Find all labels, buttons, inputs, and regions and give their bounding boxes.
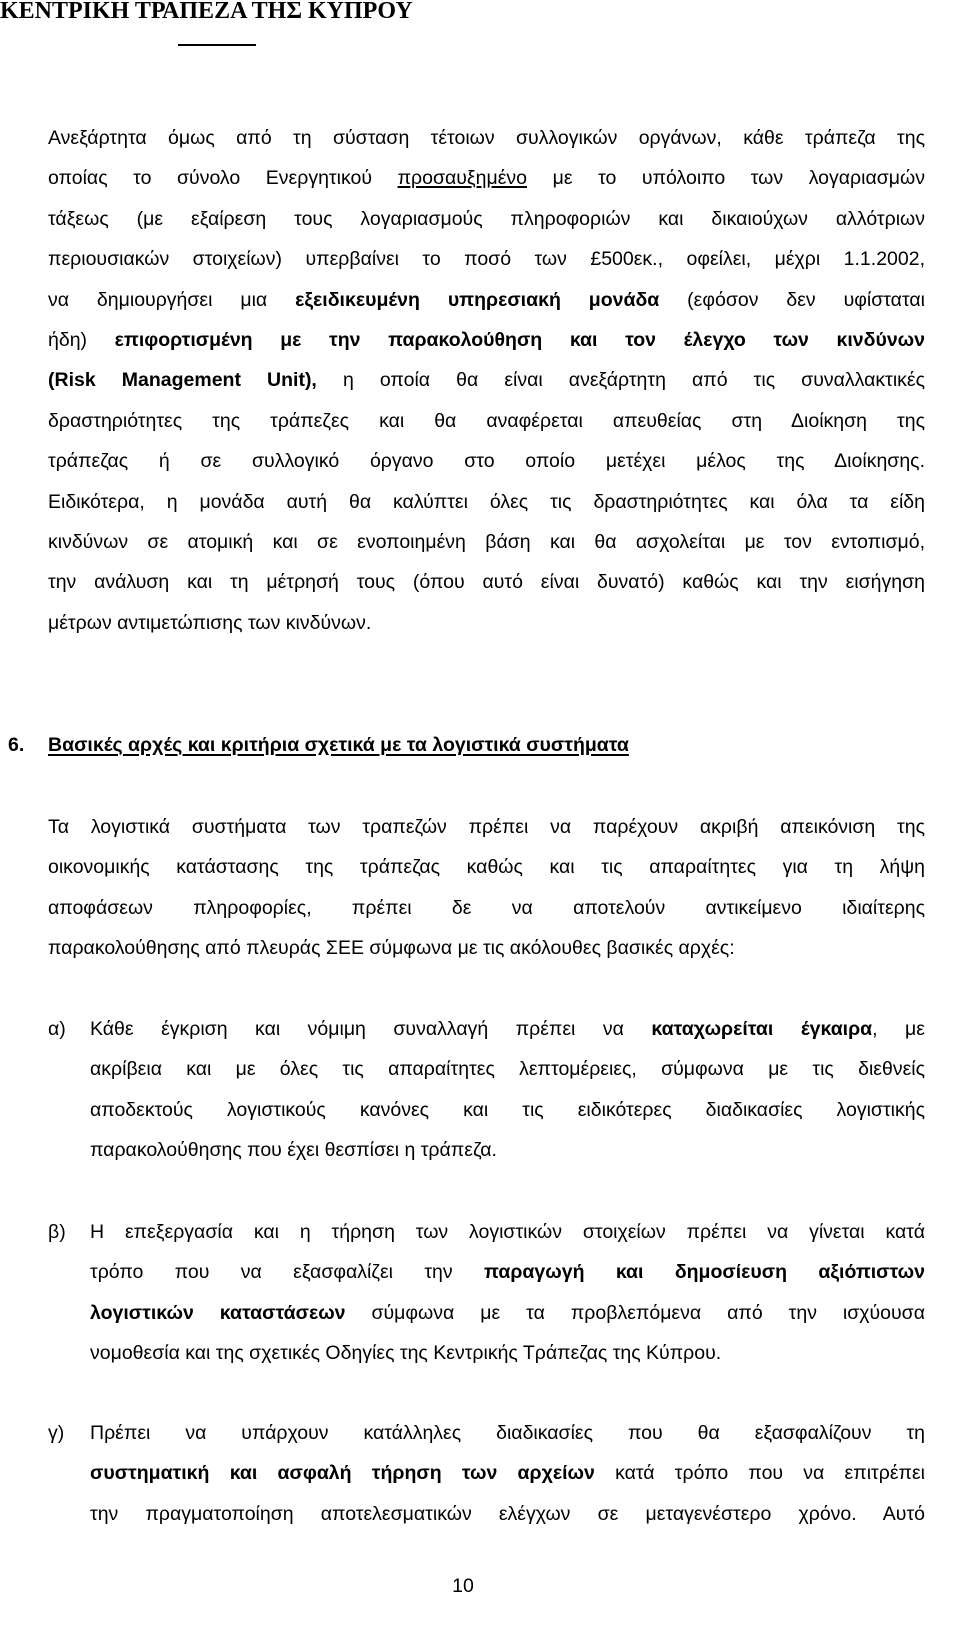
list-item-text — [90, 1413, 925, 1534]
text-run: Τα λογιστικά συστήματα των τραπεζών πρέπει να παρέχουν ακριβή απεικόνιση της — [48, 816, 925, 838]
text-run: ήδη) — [48, 328, 115, 351]
text-run: τάξεως (με εξαίρεση τους λογαριασμούς πληροφοριών και δικαιούχων αλλότριων — [48, 207, 925, 230]
section-title: Βασικές αρχές και κριτήρια σχετικά με τα λογιστικά συστήματα — [48, 734, 629, 756]
text-run: την πραγματοποίηση αποτελεσματικών ελέγχων σε μεταγενέστερο χρόνο. Αυτό — [90, 1502, 925, 1525]
para1-line-6 — [48, 320, 925, 360]
text-run: οποίας το σύνολο Ενεργητικού — [48, 167, 398, 190]
text-run: τρόπο που να εξασφαλίζει την — [90, 1261, 484, 1284]
text-run: σύμφωνα με τα προβλεπόμενα από την ισχύουσα — [345, 1301, 925, 1324]
text-run: Πρέπει να υπάρχουν κατάλληλες διαδικασίες που θα εξασφαλίζουν τη — [90, 1422, 925, 1444]
item-a-line-3 — [90, 1090, 925, 1130]
text-run: ακρίβεια και με όλες τις απαραίτητες λεπτομέρειες, σύμφωνα με τις διεθνείς — [90, 1058, 925, 1081]
para2-line-1 — [48, 807, 925, 847]
text-run: αποδεκτούς λογιστικούς κανόνες και τις ειδικότερες διαδικασίες λογιστικής — [90, 1098, 925, 1121]
item-b-line-1 — [90, 1212, 925, 1252]
para2-line-2 — [48, 847, 925, 887]
text-run: παρακολούθησης που έχει θεσπίσει η τράπεζα. — [90, 1139, 497, 1162]
para2-line-4 — [48, 928, 925, 968]
text-run: παρακολούθησης από πλευράς ΣΕΕ σύμφωνα με τις ακόλουθες βασικές αρχές: — [48, 937, 735, 960]
para1-line-1 — [48, 118, 925, 158]
bold-text-run: επιφορτισμένη με την παρακολούθηση και τον έλεγχο των κινδύνων — [114, 328, 925, 351]
text-run: Κάθε έγκριση και νόμιμη συναλλαγή πρέπει να — [90, 1018, 652, 1040]
underlined-text-run: προσαυξημένο — [397, 167, 528, 190]
bold-text-run: συστηματική και ασφαλή τήρηση των αρχείων — [90, 1462, 595, 1485]
para1-line-7 — [48, 360, 925, 400]
para1-line-12 — [48, 562, 925, 602]
text-run: η οποία θα είναι ανεξάρτητη από τις συναλλακτικές — [316, 369, 925, 392]
bold-text-run: λογιστικών καταστάσεων — [90, 1301, 346, 1324]
list-item-label: γ) — [48, 1422, 65, 1444]
text-run: κινδύνων σε ατομική και σε ενοποιημένη βάση και θα ασχολείται με τον εντοπισμό, — [48, 530, 925, 553]
list-item-label: α) — [48, 1018, 66, 1040]
bold-text-run: καταχωρείται έγκαιρα — [651, 1018, 873, 1040]
item-a-line-1 — [90, 1009, 925, 1049]
text-run: Η επεξεργασία και η τήρηση των λογιστικών στοιχείων πρέπει να γίνεται κατά — [90, 1221, 925, 1243]
item-b-line-3 — [90, 1293, 925, 1333]
para1-line-2 — [48, 158, 925, 198]
text-run: οικονομικής κατάστασης της τράπεζας καθώς και τις απαραίτητες για τη λήψη — [48, 856, 925, 879]
para1-line-8 — [48, 401, 925, 441]
header-rule — [178, 44, 256, 46]
text-run: (εφόσον δεν υφίσταται — [659, 288, 925, 311]
header-title: ΚΕΝΤΡΙΚΗ ΤΡΑΠΕΖΑ ΤΗΣ ΚΥΠΡΟΥ — [0, 0, 413, 24]
item-b-line-4 — [90, 1333, 925, 1373]
text-run: με το υπόλοιπο των λογαριασμών — [527, 167, 925, 190]
text-run: την ανάλυση και τη μέτρησή τους (όπου αυτό είναι δυνατό) καθώς και την εισήγηση — [48, 571, 925, 594]
para2-line-3 — [48, 888, 925, 928]
para1-line-13 — [48, 603, 925, 643]
paragraph-risk-management — [48, 118, 925, 643]
item-c-line-2 — [90, 1453, 925, 1493]
para1-line-11 — [48, 522, 925, 562]
bold-text-run: εξειδικευμένη υπηρεσιακή μονάδα — [295, 288, 660, 311]
text-run: κατά τρόπο που να επιτρέπει — [594, 1462, 926, 1485]
item-b-line-2 — [90, 1252, 925, 1292]
text-run: Ανεξάρτητα όμως από τη σύσταση τέτοιων συλλογικών οργάνων, κάθε τράπεζα της — [48, 127, 925, 149]
text-run: μέτρων αντιμετώπισης των κινδύνων. — [48, 611, 372, 634]
text-run: νομοθεσία και της σχετικές Οδηγίες της Κεντρικής Τράπεζας της Κύπρου. — [90, 1342, 722, 1365]
page-number: 10 — [452, 1575, 474, 1597]
text-run: περιουσιακών στοιχείων) υπερβαίνει το ποσό των £500εκ., οφείλει, μέχρι 1.1.2002, — [48, 248, 925, 271]
text-run: δραστηριότητες της τράπεζες και θα αναφέρεται απευθείας στη Διοίκηση της — [48, 409, 925, 432]
bold-text-run: παραγωγή και δημοσίευση αξιόπιστων — [483, 1261, 925, 1284]
bold-text-run: (Risk Management Unit), — [48, 369, 317, 392]
text-run: Ειδικότερα, η μονάδα αυτή θα καλύπτει όλες τις δραστηριότητες και όλα τα είδη — [48, 490, 925, 513]
text-run: τράπεζας ή σε συλλογικό όργανο στο οποίο μετέχει μέλος της Διοίκησης. — [48, 450, 925, 473]
item-c-line-1 — [90, 1413, 925, 1453]
list-item-text — [90, 1212, 925, 1374]
text-run: αποφάσεων πληροφορίες, πρέπει δε να αποτελούν αντικείμενο ιδιαίτερης — [48, 896, 925, 919]
section-number: 6. — [8, 734, 25, 756]
item-a-line-2 — [90, 1049, 925, 1089]
section-heading — [0, 725, 960, 765]
list-item-label: β) — [48, 1221, 66, 1243]
para1-line-10 — [48, 482, 925, 522]
para1-line-9 — [48, 441, 925, 481]
para1-line-3 — [48, 199, 925, 239]
item-c-line-3 — [90, 1494, 925, 1534]
text-run: να δημιουργήσει μια — [48, 288, 296, 311]
list-item-text — [90, 1009, 925, 1171]
para1-line-4 — [48, 239, 925, 279]
text-run: , με — [872, 1018, 925, 1040]
para1-line-5 — [48, 280, 925, 320]
paragraph-accounting-systems — [48, 807, 925, 969]
item-a-line-4 — [90, 1130, 925, 1170]
